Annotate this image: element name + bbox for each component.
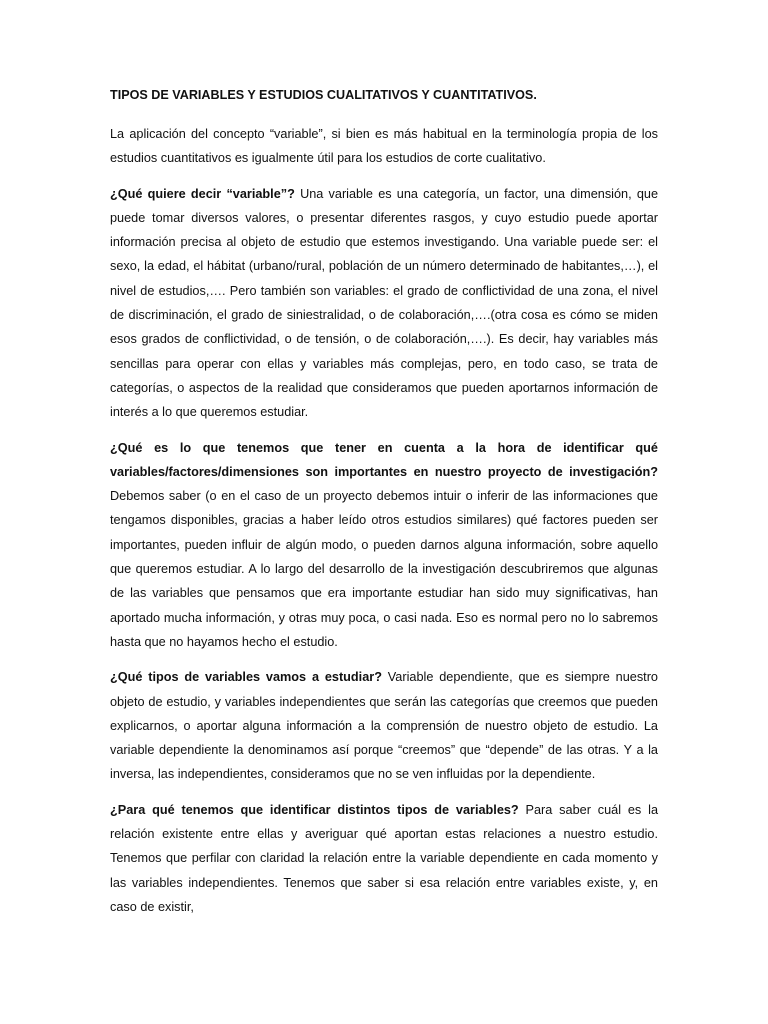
paragraph-text: La aplicación del concepto “variable”, si bien es más habitual en la terminología propia de los estudios cuantitativos es igualmente útil para los estudios de corte cualitativo. bbox=[110, 127, 658, 166]
document-title: TIPOS DE VARIABLES Y ESTUDIOS CUALITATIVOS Y CUANTITATIVOS. bbox=[110, 88, 537, 102]
paragraph-intro bbox=[110, 122, 658, 171]
paragraph-question: ¿Para qué tenemos que identificar distintos tipos de variables? bbox=[110, 802, 519, 817]
paragraph-question: ¿Qué quiere decir “variable”? bbox=[110, 186, 295, 201]
paragraph-text: Variable dependiente, que es siempre nuestro objeto de estudio, y variables independientes que serán las categorías que creemos que pueden explicarnos, o aportar alguna información a la comprensión de nuestro objeto de estudio. La variable dependiente la denominamos así porque “creemos” que “depende” de las otras. Y a la inversa, las independientes, consideramos que no se ven influidas por la dependiente. bbox=[110, 670, 658, 782]
paragraph-text: Para saber cuál es la relación existente entre ellas y averiguar qué aportan estas relaciones a nuestro estudio. Tenemos que perfilar con claridad la relación entre la variable dependiente en cada momento y las variables independientes. Tenemos que saber si esa relación entre variables existe, y, en caso de existir, bbox=[110, 802, 658, 914]
paragraph-variable-types bbox=[110, 665, 658, 786]
paragraph-text: Debemos saber (o en el caso de un proyecto debemos intuir o inferir de las informaciones que tengamos disponibles, gracias a haber leído otros estudios similares) qué factores pueden ser importantes, pueden influir de algún modo, o pueden darnos alguna información, sobre aquello que queremos estudiar. A lo largo del desarrollo de la investigación descubriremos que algunas de las variables que pensamos que era importante estudiar han sido muy significativas, han aportado mucha información, y otras muy poca, o casi nada. Eso es normal pero no lo sabremos hasta que no hayamos hecho el estudio. bbox=[110, 489, 658, 649]
paragraph-text: Una variable es una categoría, un factor, una dimensión, que puede tomar diversos valores, o presentar diferentes rasgos, y cuyo estudio puede aportar información precisa al objeto de estudio que estemos investigando. Una variable puede ser: el sexo, la edad, el hábitat (urbano/rural, población de un número determinado de habitantes,…), el nivel de estudios,…. Pero también son variables: el grado de conflictividad de una zona, el nivel de discriminación, el grado de siniestralidad, o de colaboración,….(otra cosa es cómo se miden esos grados de conflictividad, o de tensión, o de colaboración,….). Es decir, hay variables más sencillas para operar con ellas y variables más complejas, pero, en todo caso, se trata de categorías, o aspectos de la realidad que consideramos que pueden aportarnos información de interés a lo que queremos estudiar. bbox=[110, 186, 658, 420]
paragraph-question: ¿Qué tipos de variables vamos a estudiar? bbox=[110, 670, 382, 685]
paragraph-question: ¿Qué es lo que tenemos que tener en cuenta a la hora de identificar qué variables/factores/dimensiones son importantes en nuestro proyecto de investigación? bbox=[110, 440, 658, 479]
paragraph-identifying-variables bbox=[110, 436, 658, 655]
paragraph-variable-definition bbox=[110, 182, 658, 425]
paragraph-why-identify bbox=[110, 798, 658, 919]
